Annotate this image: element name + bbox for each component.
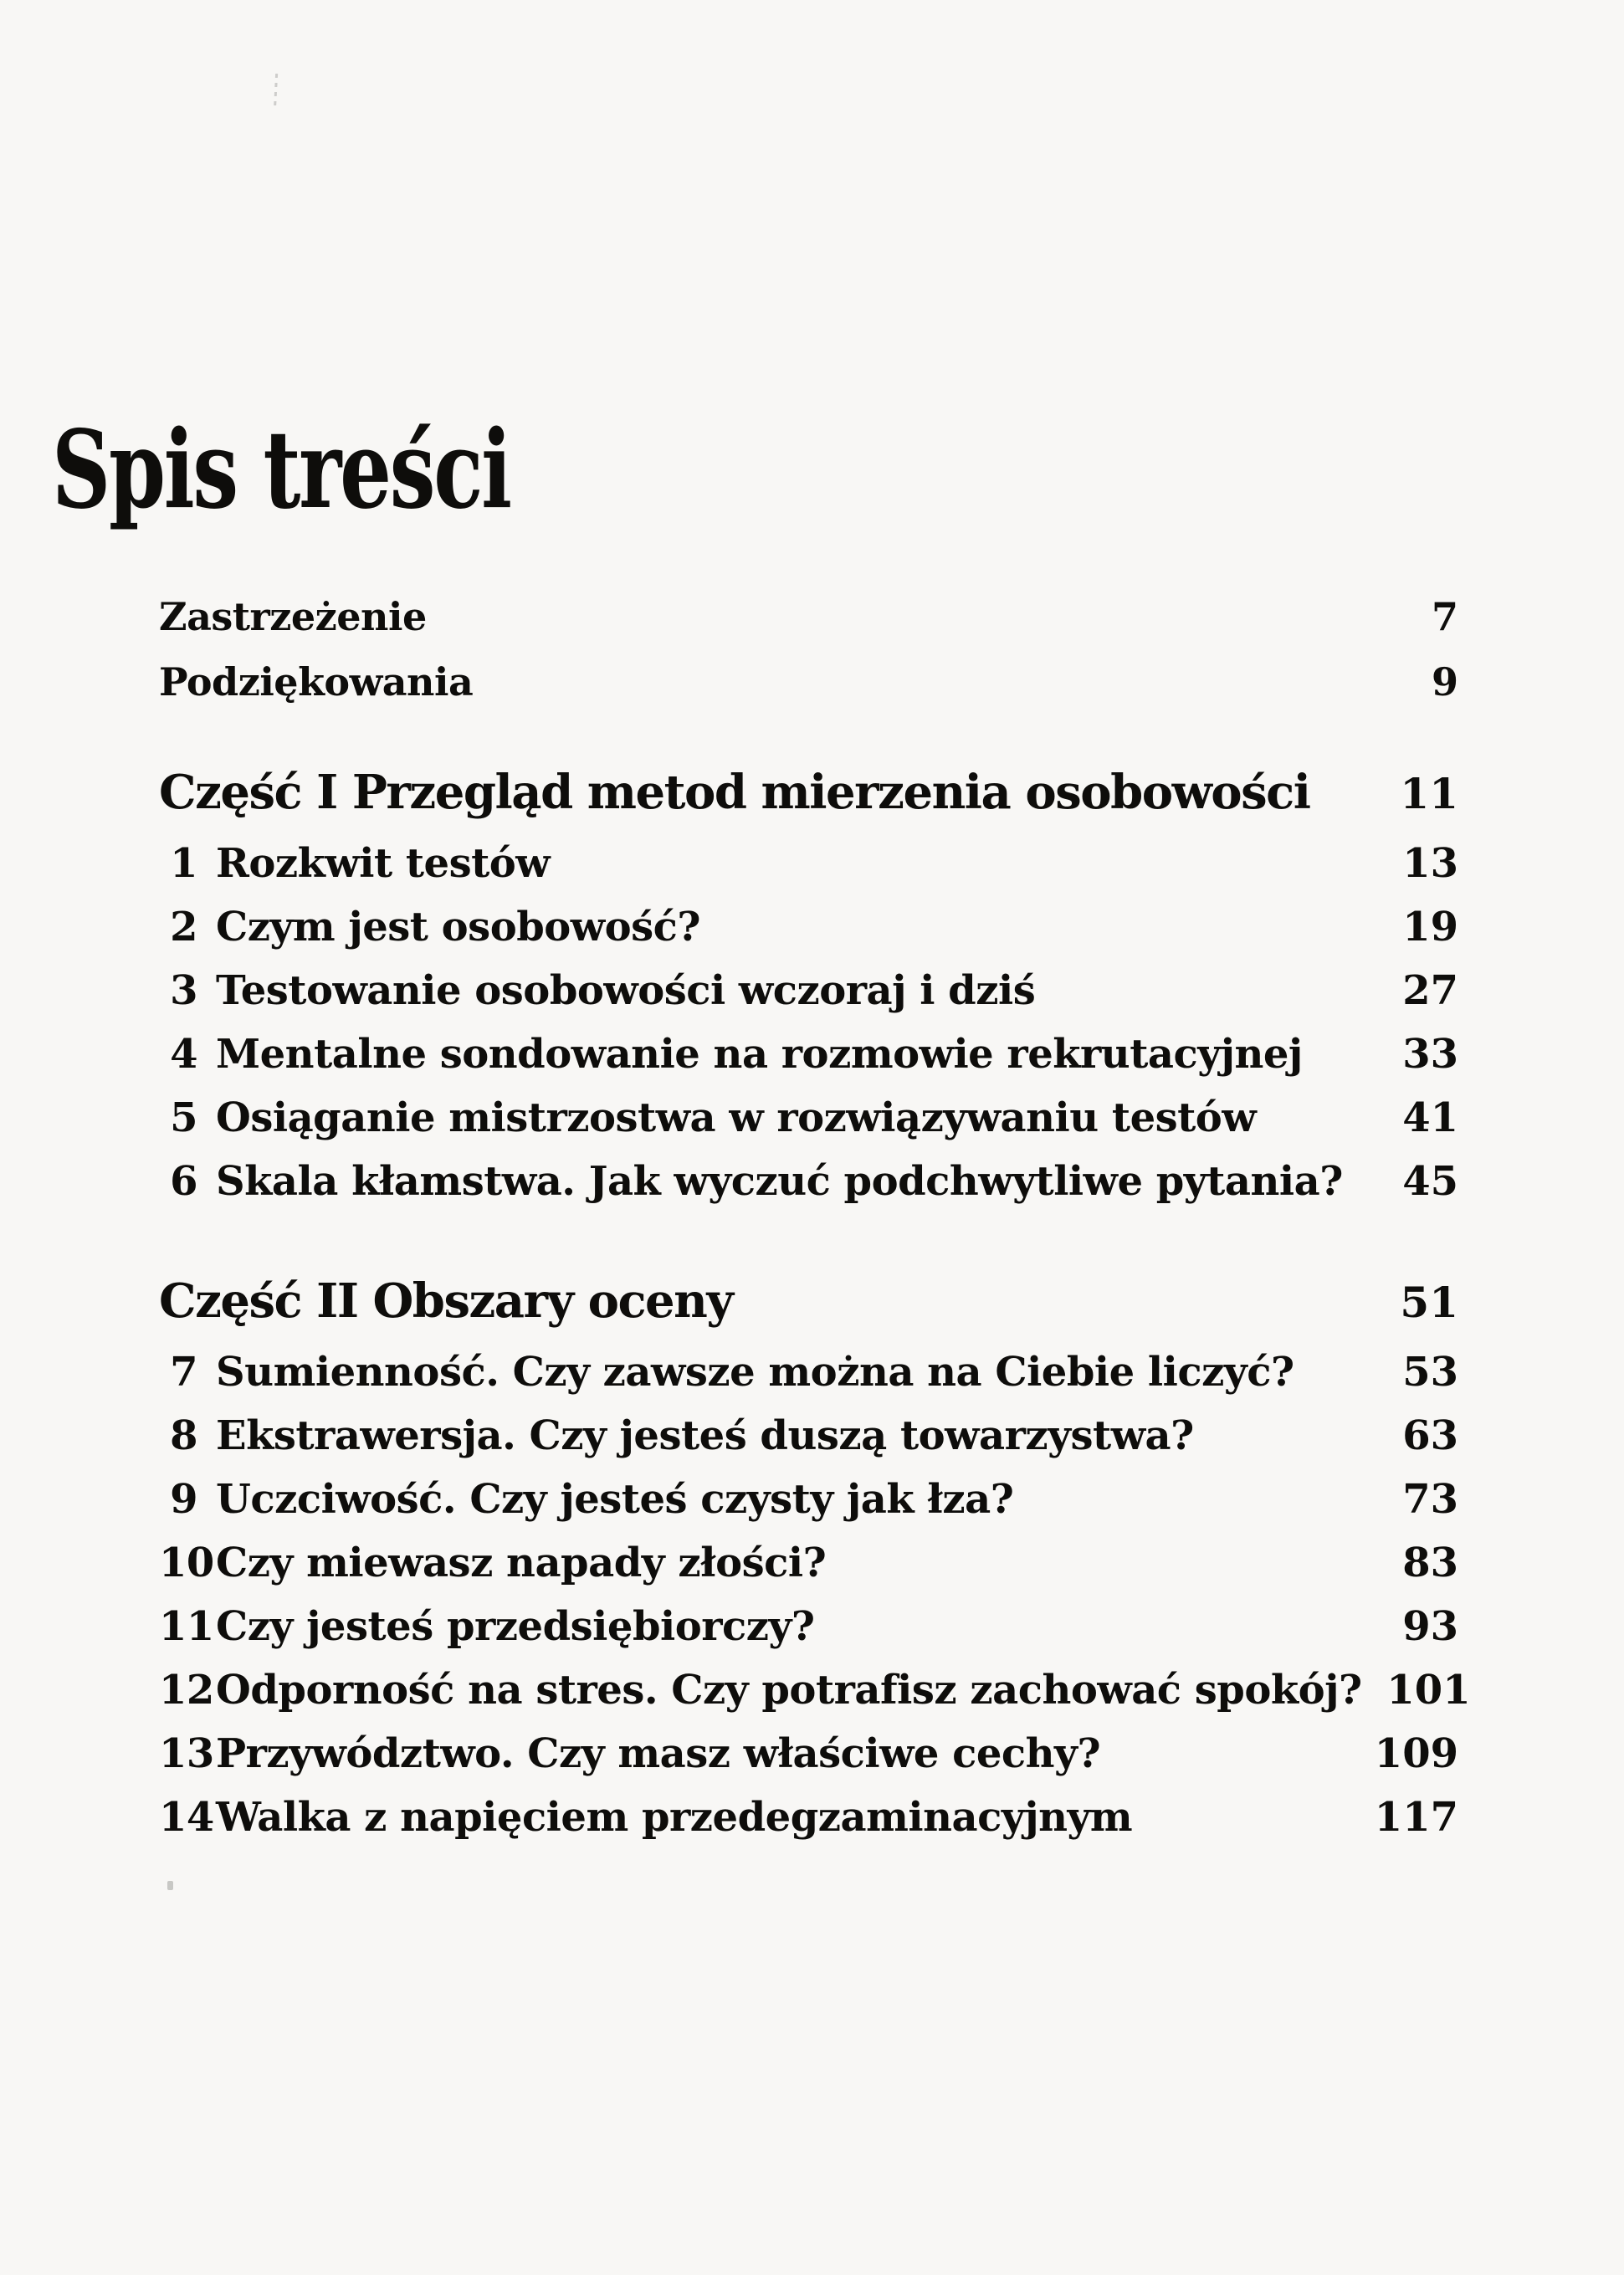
toc-entry-page: 41 [1402, 1094, 1458, 1141]
toc-entry-label: Walka z napięciem przedegzaminacyjnym [216, 1794, 1133, 1841]
toc-entry-page: 19 [1402, 904, 1458, 950]
toc-entry-number: 10 [159, 1540, 214, 1586]
toc-entry-number: 11 [159, 1603, 214, 1650]
toc-entry [159, 904, 1458, 967]
toc-entry-label: Czy miewasz napady złości? [216, 1540, 827, 1586]
toc-entry-label: Podziękowania [159, 659, 474, 705]
toc-entry-number: 2 [170, 904, 197, 950]
toc-entry-label: Zastrzeżenie [159, 594, 427, 639]
toc-entry [159, 659, 1458, 725]
toc-entry-label: Skala kłamstwa. Jak wyczuć podchwytliwe pytania? [216, 1158, 1343, 1205]
toc-entry-label: Przywództwo. Czy masz właściwe cechy? [216, 1730, 1101, 1777]
toc-entry-number: 3 [170, 967, 197, 1014]
toc-entry-page: 109 [1374, 1730, 1458, 1777]
toc-entry-number: 5 [170, 1094, 197, 1141]
toc-part-page: 51 [1400, 1278, 1458, 1327]
toc-part-page: 11 [1400, 769, 1458, 818]
toc-entry-page: 93 [1402, 1603, 1458, 1650]
toc-entry [159, 1603, 1458, 1667]
toc-entry [159, 1476, 1458, 1540]
toc-entry-number: 12 [159, 1667, 214, 1714]
toc-entry-label: Odporność na stres. Czy potrafisz zachować spokój? [216, 1667, 1362, 1714]
toc-entry-page: 83 [1402, 1540, 1458, 1586]
toc-entry [159, 1031, 1458, 1094]
toc-part-label: Część I Przegląd metod mierzenia osobowości [159, 765, 1310, 820]
toc-part-label: Część II Obszary oceny [159, 1273, 733, 1329]
toc-entry [159, 967, 1458, 1031]
toc-entry [159, 1794, 1458, 1857]
toc-entry-page: 45 [1402, 1158, 1458, 1205]
toc-entry-number: 7 [170, 1349, 197, 1396]
toc-entry-number: 1 [170, 840, 197, 887]
toc-entry-label: Testowanie osobowości wczoraj i dziś [216, 967, 1036, 1014]
toc-entry-page: 7 [1431, 594, 1458, 639]
toc-part-heading [159, 765, 1458, 840]
toc-entry-number: 4 [170, 1031, 197, 1078]
toc-entry-number: 6 [170, 1158, 197, 1205]
toc-entry-label: Czy jesteś przedsiębiorczy? [216, 1603, 815, 1650]
toc-entry-page: 33 [1402, 1031, 1458, 1078]
toc-entry-page: 73 [1402, 1476, 1458, 1523]
scan-artifact [274, 74, 278, 110]
table-of-contents [159, 594, 1471, 1857]
scan-artifact [167, 1881, 173, 1890]
toc-entry-label: Rozkwit testów [216, 840, 551, 887]
toc-entry-number: 13 [159, 1730, 214, 1777]
toc-entry [159, 1540, 1458, 1603]
toc-entry [159, 1094, 1458, 1158]
toc-entry-page: 13 [1402, 840, 1458, 887]
toc-entry-label: Uczciwość. Czy jesteś czysty jak łza? [216, 1476, 1014, 1523]
toc-entry-label: Mentalne sondowanie na rozmowie rekrutacyjnej [216, 1031, 1303, 1078]
toc-entry [159, 1412, 1458, 1476]
toc-entry [159, 594, 1458, 659]
toc-entry-number: 14 [159, 1794, 214, 1841]
toc-entry-page: 27 [1402, 967, 1458, 1014]
toc-entry [159, 1349, 1458, 1412]
toc-entry [159, 1730, 1458, 1794]
toc-entry [159, 840, 1458, 904]
toc-entry-label: Czym jest osobowość? [216, 904, 701, 950]
toc-entry-page: 63 [1402, 1412, 1458, 1459]
toc-entry [159, 1158, 1458, 1222]
toc-part-heading [159, 1273, 1458, 1349]
toc-entry-label: Osiąganie mistrzostwa w rozwiązywaniu testów [216, 1094, 1257, 1141]
toc-entry-page: 101 [1386, 1667, 1471, 1714]
toc-entry-page: 53 [1402, 1349, 1458, 1396]
page-title: Spis treści [52, 407, 510, 533]
toc-entry-number: 8 [170, 1412, 197, 1459]
toc-entry-number: 9 [170, 1476, 197, 1523]
toc-entry [159, 1667, 1471, 1730]
toc-entry-label: Ekstrawersja. Czy jesteś duszą towarzystwa? [216, 1412, 1194, 1459]
toc-entry-page: 9 [1431, 659, 1458, 705]
toc-entry-page: 117 [1374, 1794, 1458, 1841]
toc-entry-label: Sumienność. Czy zawsze można na Ciebie liczyć? [216, 1349, 1294, 1396]
